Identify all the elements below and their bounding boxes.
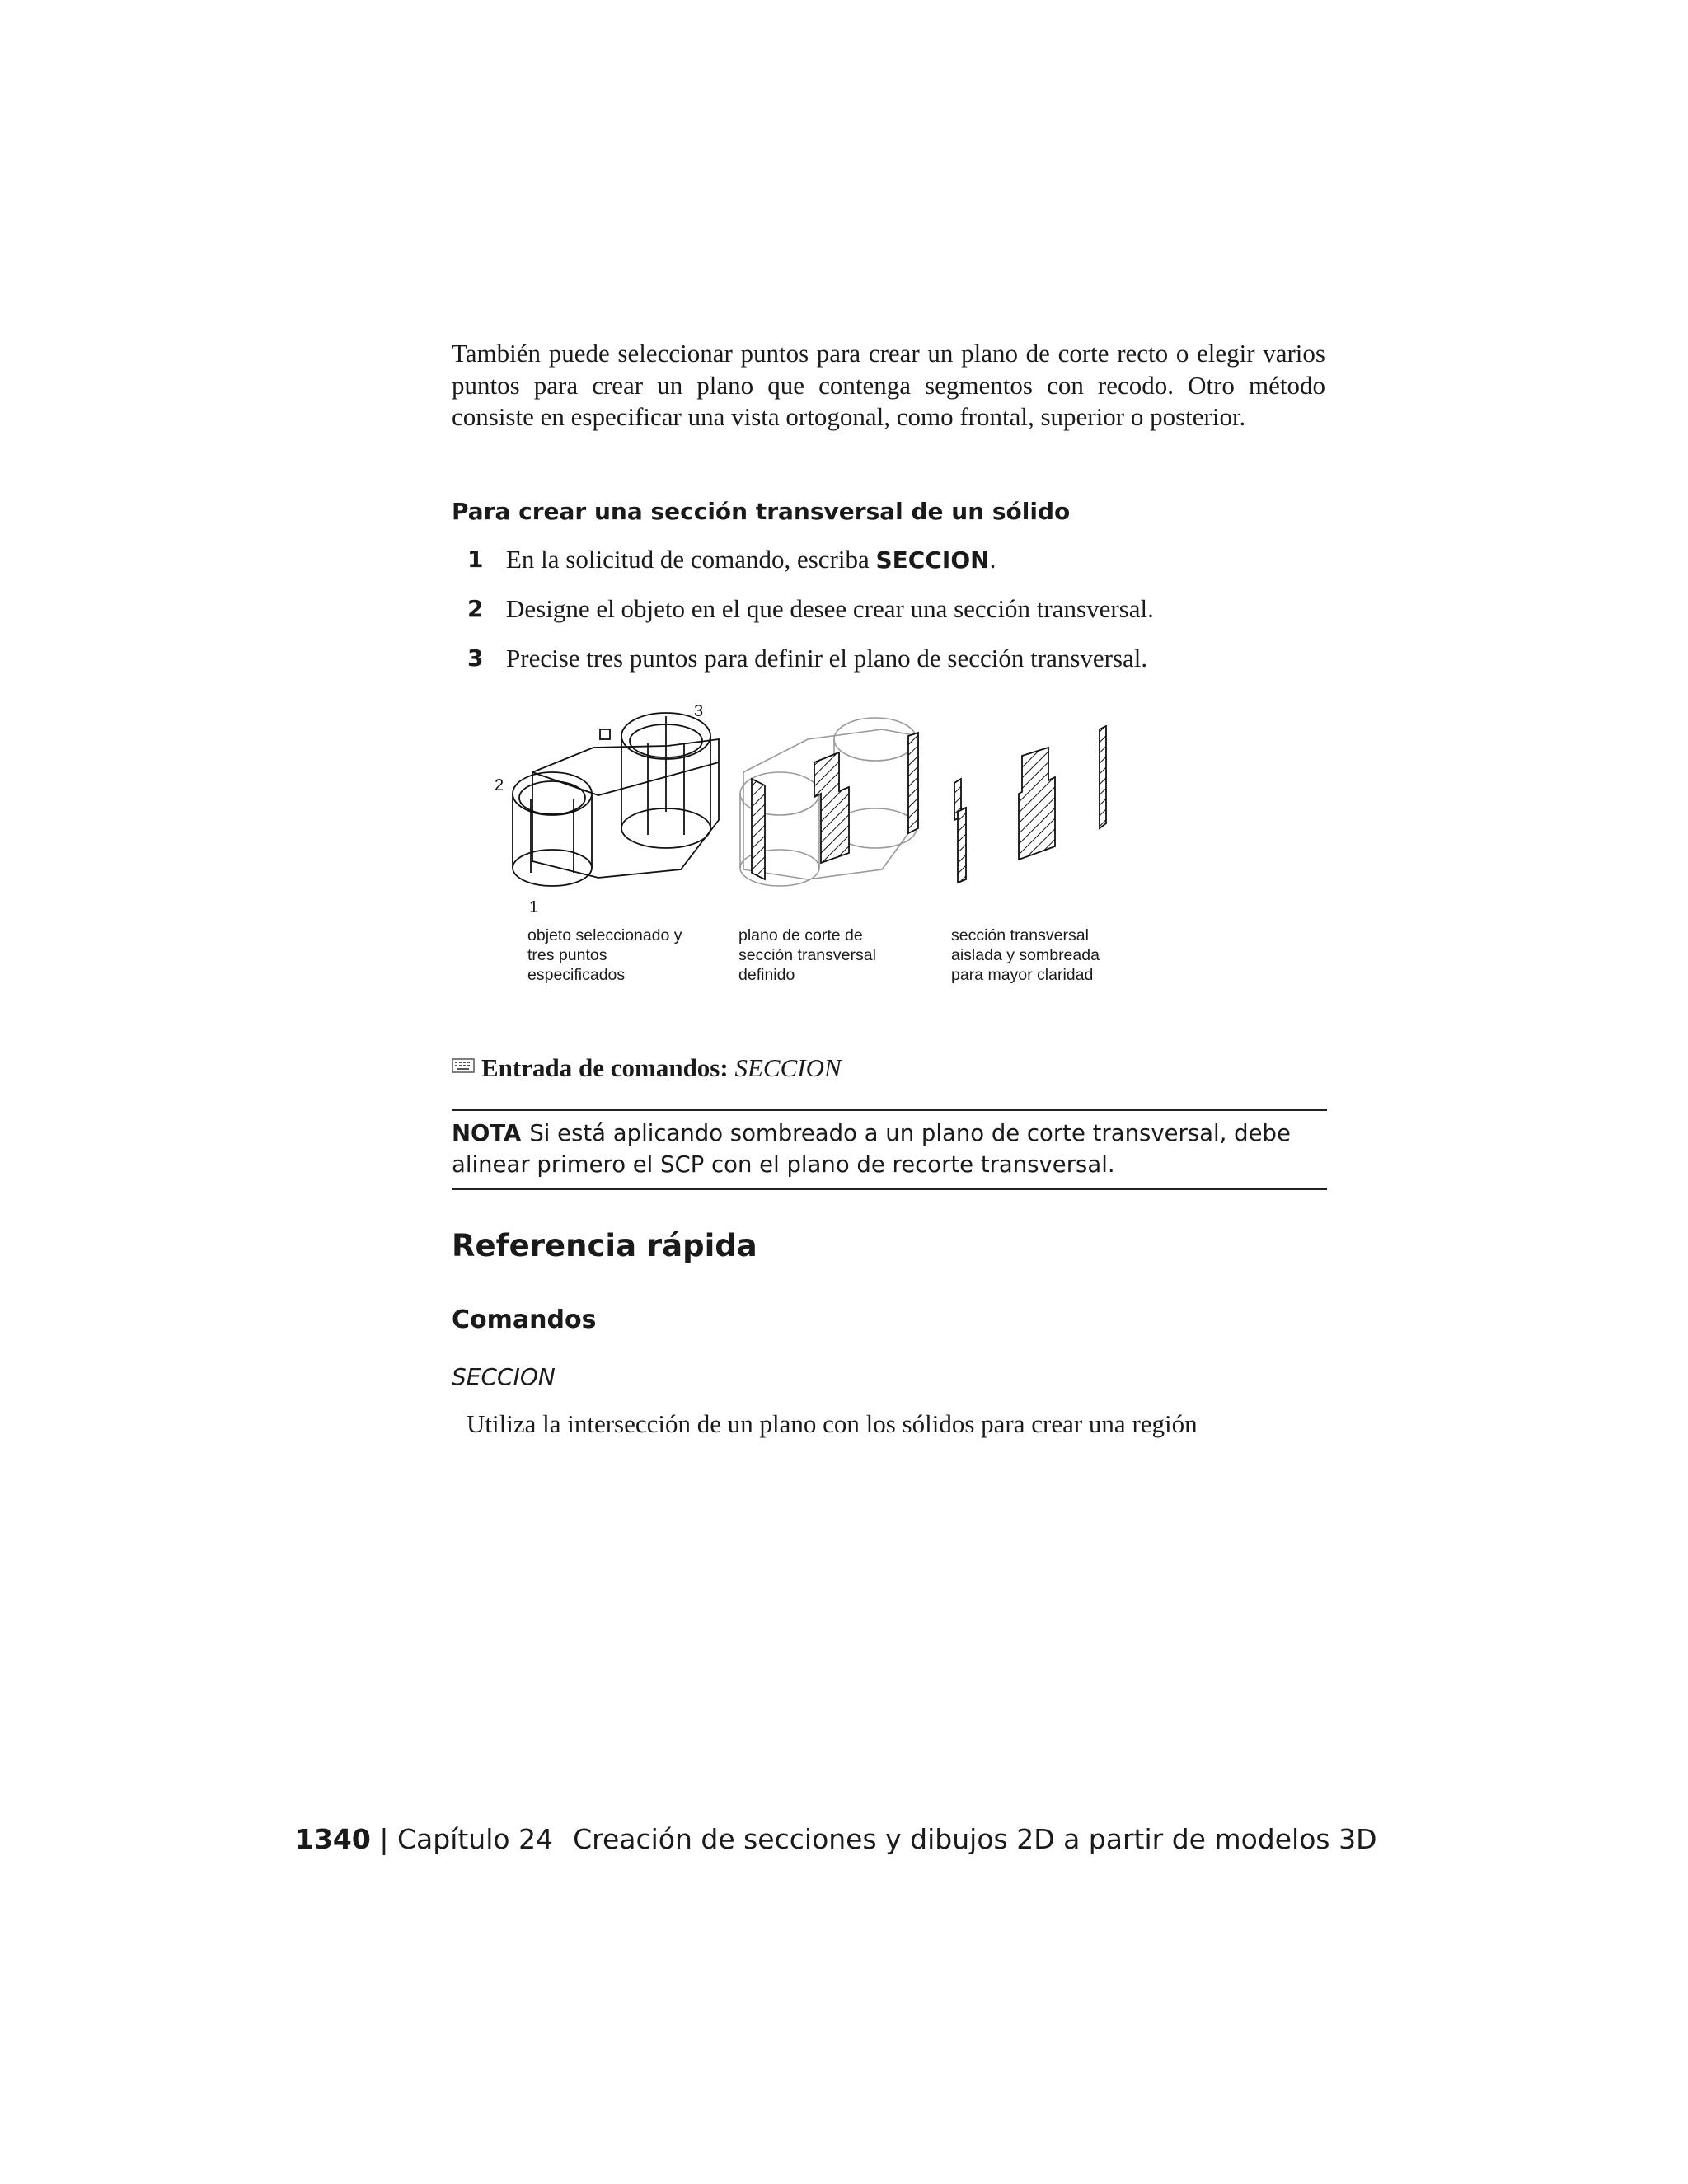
command-description: Utiliza la intersección de un plano con los sólidos para crear una región xyxy=(467,1409,1198,1438)
chapter-label: Capítulo 24 xyxy=(396,1823,554,1855)
intro-paragraph: También puede seleccionar puntos para crear un plano de corte recto o elegir varios puntos para crear un plano que contenga segmentos con recodo. Otro método consiste en especificar una vista ortogonal, como frontal, superior o posterior. xyxy=(452,339,1325,431)
point-label-1: 1 xyxy=(529,898,539,916)
step-text: Precise tres puntos para definir el plano de sección transversal. xyxy=(506,644,1148,673)
footer-separator: | xyxy=(379,1823,389,1855)
command-keyword: SECCION xyxy=(875,546,990,574)
figure-caption: objeto seleccionado y tres puntos especificados xyxy=(528,926,682,984)
step-number: 1 xyxy=(467,546,484,573)
isolated-section xyxy=(954,726,1106,883)
page-number: 1340 xyxy=(295,1823,371,1855)
command-entry-value: SECCION xyxy=(734,1053,842,1082)
keyboard-icon xyxy=(452,1058,475,1073)
note-text: Si está aplicando sombreado a un plano de corte transversal, debe alinear primero el SCP con el plano de recorte transversal. xyxy=(452,1120,1291,1178)
section-figure xyxy=(495,696,1121,993)
step-number: 3 xyxy=(467,644,484,672)
point-label-3: 3 xyxy=(694,702,704,720)
selected-object xyxy=(513,713,719,886)
procedure-title: Para crear una sección transversal de un sólido xyxy=(452,498,1071,525)
chapter-title: Creación de secciones y dibujos 2D a partir de modelos 3D xyxy=(573,1823,1377,1855)
command-name: SECCION xyxy=(452,1363,556,1390)
section-plane-object xyxy=(740,718,918,886)
command-entry-label: Entrada de comandos: xyxy=(481,1053,729,1082)
step-text: En la solicitud de comando, escriba SECCION. xyxy=(506,545,996,574)
step-text: Designe el objeto en el que desee crear una sección transversal. xyxy=(506,594,1154,623)
quick-reference-heading: Referencia rápida xyxy=(452,1228,757,1263)
commands-heading: Comandos xyxy=(452,1305,597,1334)
figure-caption: sección transversal aislada y sombreada para mayor claridad xyxy=(951,926,1100,984)
command-entry xyxy=(452,1053,842,1083)
step-number: 2 xyxy=(467,595,484,622)
note-label: NOTA xyxy=(452,1120,522,1146)
point-label-2: 2 xyxy=(495,776,504,794)
figure-caption: plano de corte de sección transversal definido xyxy=(738,926,876,984)
note-box xyxy=(452,1109,1327,1190)
page-footer xyxy=(295,1823,1376,1855)
